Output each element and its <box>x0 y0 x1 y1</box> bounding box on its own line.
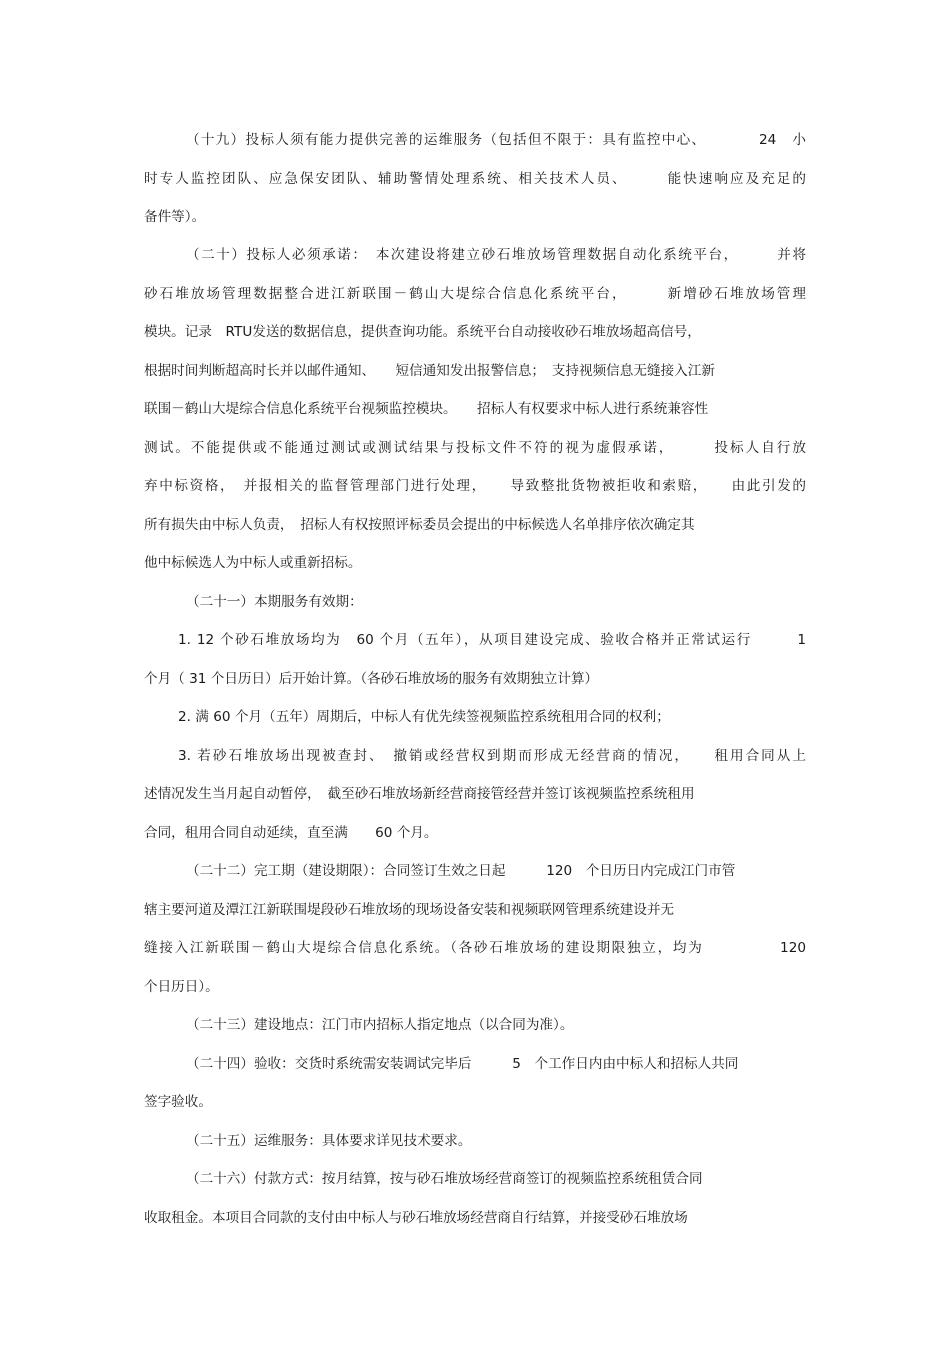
paragraph-26-line-2: 收取租金。本项目合同款的支付由中标人与砂石堆放场经营商自行结算，并接受砂石堆放场 <box>144 1210 688 1226</box>
paragraph-20-line-6: 测试。不能提供或不能通过测试或测试结果与投标文件不符的视为虚假承诺， 投标人自行放 <box>144 440 806 456</box>
paragraph-19-line-2: 时专人监控团队、应急保安团队、辅助警情处理系统、相关技术人员、 能快速响应及充足的 <box>144 171 806 187</box>
paragraph-21-item-3-line-2: 述情况发生当月起自动暂停， 截至砂石堆放场新经营商接管经营并签订该视频监控系统租用 <box>144 786 695 802</box>
paragraph-21-item-3-line-1: 3. 若砂石堆放场出现被查封、 撤销或经营权到期而形成无经营商的情况， 租用合同从上 <box>178 748 806 764</box>
paragraph-20-line-4: 根据时间判断超高时长并以邮件通知、 短信通知发出报警信息； 支持视频信息无缝接入江新 <box>144 363 715 379</box>
paragraph-22-line-4: 个日历日）。 <box>144 979 219 995</box>
paragraph-21-item-1-line-1: 1. 12 个砂石堆放场均为 60 个月（五年），从项目建设完成、验收合格并正常试运行 1 <box>178 632 806 648</box>
paragraph-24-line-2: 签字验收。 <box>144 1094 212 1110</box>
paragraph-20-line-9: 他中标候选人为中标人或重新招标。 <box>144 555 362 571</box>
paragraph-20-line-3: 模块。记录 RTU发送的数据信息，提供查询功能。系统平台自动接收砂石堆放场超高信号， <box>144 324 701 340</box>
paragraph-19-line-1: （十九）投标人须有能力提供完善的运维服务（包括但不限于：具有监控中心、 24 小 <box>186 132 806 148</box>
paragraph-19-line-3: 备件等）。 <box>144 209 206 225</box>
paragraph-21-item-2: 2. 满 60 个月（五年）周期后，中标人有优先续签视频监控系统租用合同的权利； <box>178 709 670 725</box>
paragraph-21-heading: （二十一）本期服务有效期： <box>186 594 363 610</box>
paragraph-23: （二十三）建设地点：江门市内招标人指定地点（以合同为准）。 <box>186 1017 574 1033</box>
paragraph-20-line-5: 联围－鹤山大堤综合信息化系统平台视频监控模块。 招标人有权要求中标人进行系统兼容性 <box>144 401 709 417</box>
paragraph-24-line-1: （二十四）验收：交货时系统需安装调试完毕后 5 个工作日内由中标人和招标人共同 <box>186 1056 739 1072</box>
paragraph-20-line-8: 所有损失由中标人负责， 招标人有权按照评标委员会提出的中标候选人名单排序依次确定其 <box>144 517 695 533</box>
paragraph-22-line-2: 辖主要河道及潭江江新联围堤段砂石堆放场的现场设备安装和视频联网管理系统建设并无 <box>144 902 675 918</box>
paragraph-21-item-1-line-2: 个月（ 31 个日历日）后开始计算。（各砂石堆放场的服务有效期独立计算） <box>144 671 599 687</box>
paragraph-26-line-1: （二十六）付款方式：按月结算，按与砂石堆放场经营商签订的视频监控系统租赁合同 <box>186 1171 703 1187</box>
paragraph-22-line-3: 缝接入江新联围－鹤山大堤综合信息化系统。（各砂石堆放场的建设期限独立，均为 120 <box>144 940 806 956</box>
paragraph-22-line-1: （二十二）完工期（建设期限）：合同签订生效之日起 120 个日历日内完成江门市管 <box>186 863 736 879</box>
paragraph-20-line-1: （二十）投标人必须承诺： 本次建设将建立砂石堆放场管理数据自动化系统平台， 并将 <box>186 247 806 263</box>
paragraph-20-line-2: 砂石堆放场管理数据整合进江新联围－鹤山大堤综合信息化系统平台， 新增砂石堆放场管理 <box>144 286 806 302</box>
paragraph-21-item-3-line-3: 合同，租用合同自动延续，直至满 60 个月。 <box>144 825 438 841</box>
paragraph-20-line-7: 弃中标资格， 并报相关的监督管理部门进行处理， 导致整批货物被拒收和索赔， 由此引发的 <box>144 478 806 494</box>
paragraph-25: （二十五）运维服务：具体要求详见技术要求。 <box>186 1133 472 1149</box>
